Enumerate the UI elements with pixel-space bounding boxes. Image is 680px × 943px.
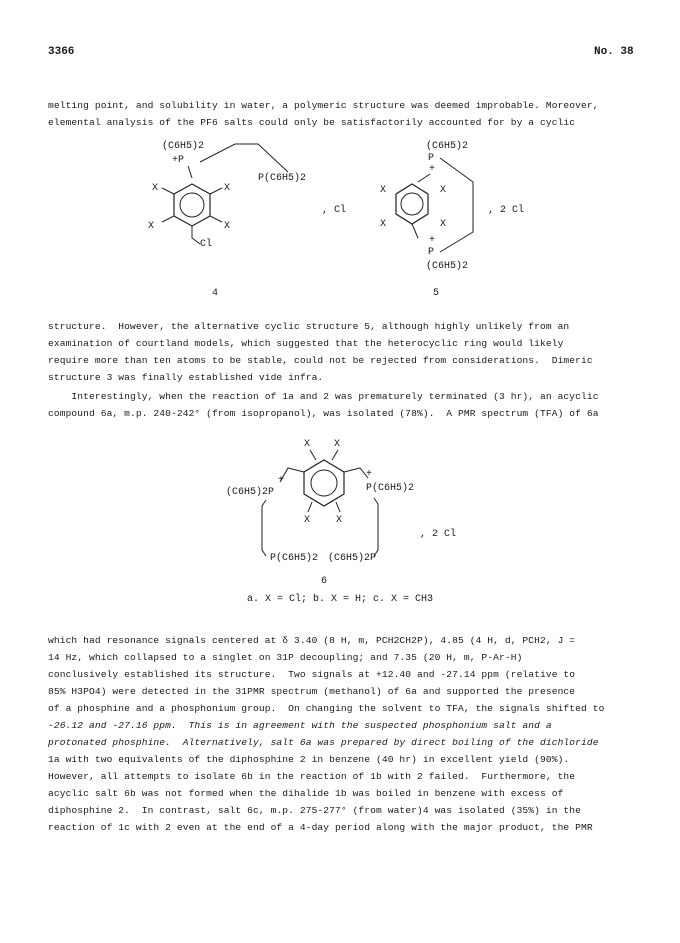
substituent-x: X <box>304 439 311 450</box>
structure-6-caption: a. X = Cl; b. X = H; c. X = CH3 <box>246 594 434 605</box>
substituent-x: X <box>380 219 387 230</box>
counter-ion: , Cl <box>322 205 347 216</box>
text-line: which had resonance signals centered at δ 3.40 (8 H, m, PCH2CH2P), 4.85 (4 H, d, PCH2, J = <box>48 635 576 646</box>
compound-label-6: 6 <box>320 576 327 587</box>
structure-4-phosphine: P(C6H5)2 <box>258 173 307 184</box>
structure-6-phosphonium-right: P(C6H5)2 <box>366 483 415 494</box>
structure-5-p-top: P <box>428 153 435 164</box>
text-line: melting point, and solubility in water, a polymeric structure was deemed improbable. Moreover, <box>48 100 599 111</box>
substituent-cl: Cl <box>200 239 213 250</box>
structure-5-plus-top: + <box>429 164 436 175</box>
text-line: reaction of 1c with 2 even at the end of a 4-day period along with the major product, the PMR <box>48 822 593 833</box>
structure-5 <box>368 134 608 284</box>
text-line: conclusively established its structure. Two signals at +12.40 and -27.14 ppm (relative to <box>48 669 576 680</box>
substituent-x: X <box>152 183 159 194</box>
issue-number: No. 38 <box>594 46 634 58</box>
svg-text:+: + <box>366 469 373 480</box>
text-line: structure 3 was finally established vide infra. <box>48 372 324 383</box>
structure-6-phosphonium-left: (C6H5)2P <box>226 487 275 498</box>
text-line: 1a with two equivalents of the diphosphine 2 in benzene (40 hr) in excellent yield (90%). <box>48 754 570 765</box>
svg-text:+: + <box>278 475 285 486</box>
structure-5-plus-bottom: + <box>429 235 436 246</box>
structure-5-phenyl-bottom: (C6H5)2 <box>426 261 469 272</box>
structure-6-phosphine-left: P(C6H5)2 <box>270 553 319 564</box>
structure-5-phenyl-top: (C6H5)2 <box>426 141 469 152</box>
substituent-x: X <box>380 185 387 196</box>
text-line: acyclic salt 6b was not formed when the dihalide 1b was boiled in benzene with excess of <box>48 788 564 799</box>
text-line: diphosphine 2. In contrast, salt 6c, m.p. 275-277° (from water)4 was isolated (35%) in the <box>48 805 582 816</box>
counter-ion: , 2 Cl <box>420 529 457 540</box>
substituent-x: X <box>334 439 341 450</box>
substituent-x: X <box>224 183 231 194</box>
text-line: require more than ten atoms to be stable, could not be rejected from considerations. Dimeric <box>48 355 593 366</box>
text-line: Interestingly, when the reaction of 1a and 2 was prematurely terminated (3 hr), an acyclic <box>48 391 599 402</box>
text-line: 14 Hz, which collapsed to a singlet on 31P decoupling; and 7.35 (20 H, m, P-Ar-H) <box>48 652 523 663</box>
text-line: examination of courtland models, which suggested that the heterocyclic ring would likely <box>48 338 564 349</box>
page-number: 3366 <box>48 46 75 58</box>
text-line: However, all attempts to isolate 6b in the reaction of 1b with 2 failed. Furthermore, the <box>48 771 576 782</box>
substituent-x: X <box>440 185 447 196</box>
substituent-x: X <box>224 221 231 232</box>
text-line: 85% H3PO4) were detected in the 31PMR spectrum (methanol) of 6a and supported the presence <box>48 686 576 697</box>
structure-6-phosphine-right: (C6H5)2P <box>328 553 377 564</box>
text-line: of a phosphine and a phosphonium group. On changing the solvent to TFA, the signals shifted to <box>48 703 605 714</box>
structure-4 <box>140 134 370 304</box>
compound-label-5: 5 <box>432 288 439 299</box>
substituent-x: X <box>148 221 155 232</box>
structure-6 <box>222 432 482 594</box>
text-line: elemental analysis of the PF6 salts could only be satisfactorily accounted for by a cyclic <box>48 117 576 128</box>
substituent-x: X <box>336 515 343 526</box>
text-line: -26.12 and -27.16 ppm. This is in agreement with the suspected phosphonium salt and a <box>48 720 552 731</box>
structure-4-phosphonium: +P <box>172 155 185 166</box>
structure-5-p-bottom: P <box>428 247 435 258</box>
text-line: protonated phosphine. Alternatively, salt 6a was prepared by direct boiling of the dichloride <box>48 737 599 748</box>
substituent-x: X <box>304 515 311 526</box>
text-line: compound 6a, m.p. 240-242° (from isopropanol), was isolated (78%). A PMR spectrum (TFA) of 6a <box>48 408 599 419</box>
text-line: structure. However, the alternative cyclic structure 5, although highly unlikely from an <box>48 321 570 332</box>
counter-ion: , 2 Cl <box>488 205 525 216</box>
structure-4-phenyl: (C6H5)2 <box>162 141 205 152</box>
compound-label-4: 4 <box>211 288 218 299</box>
substituent-x: X <box>440 219 447 230</box>
